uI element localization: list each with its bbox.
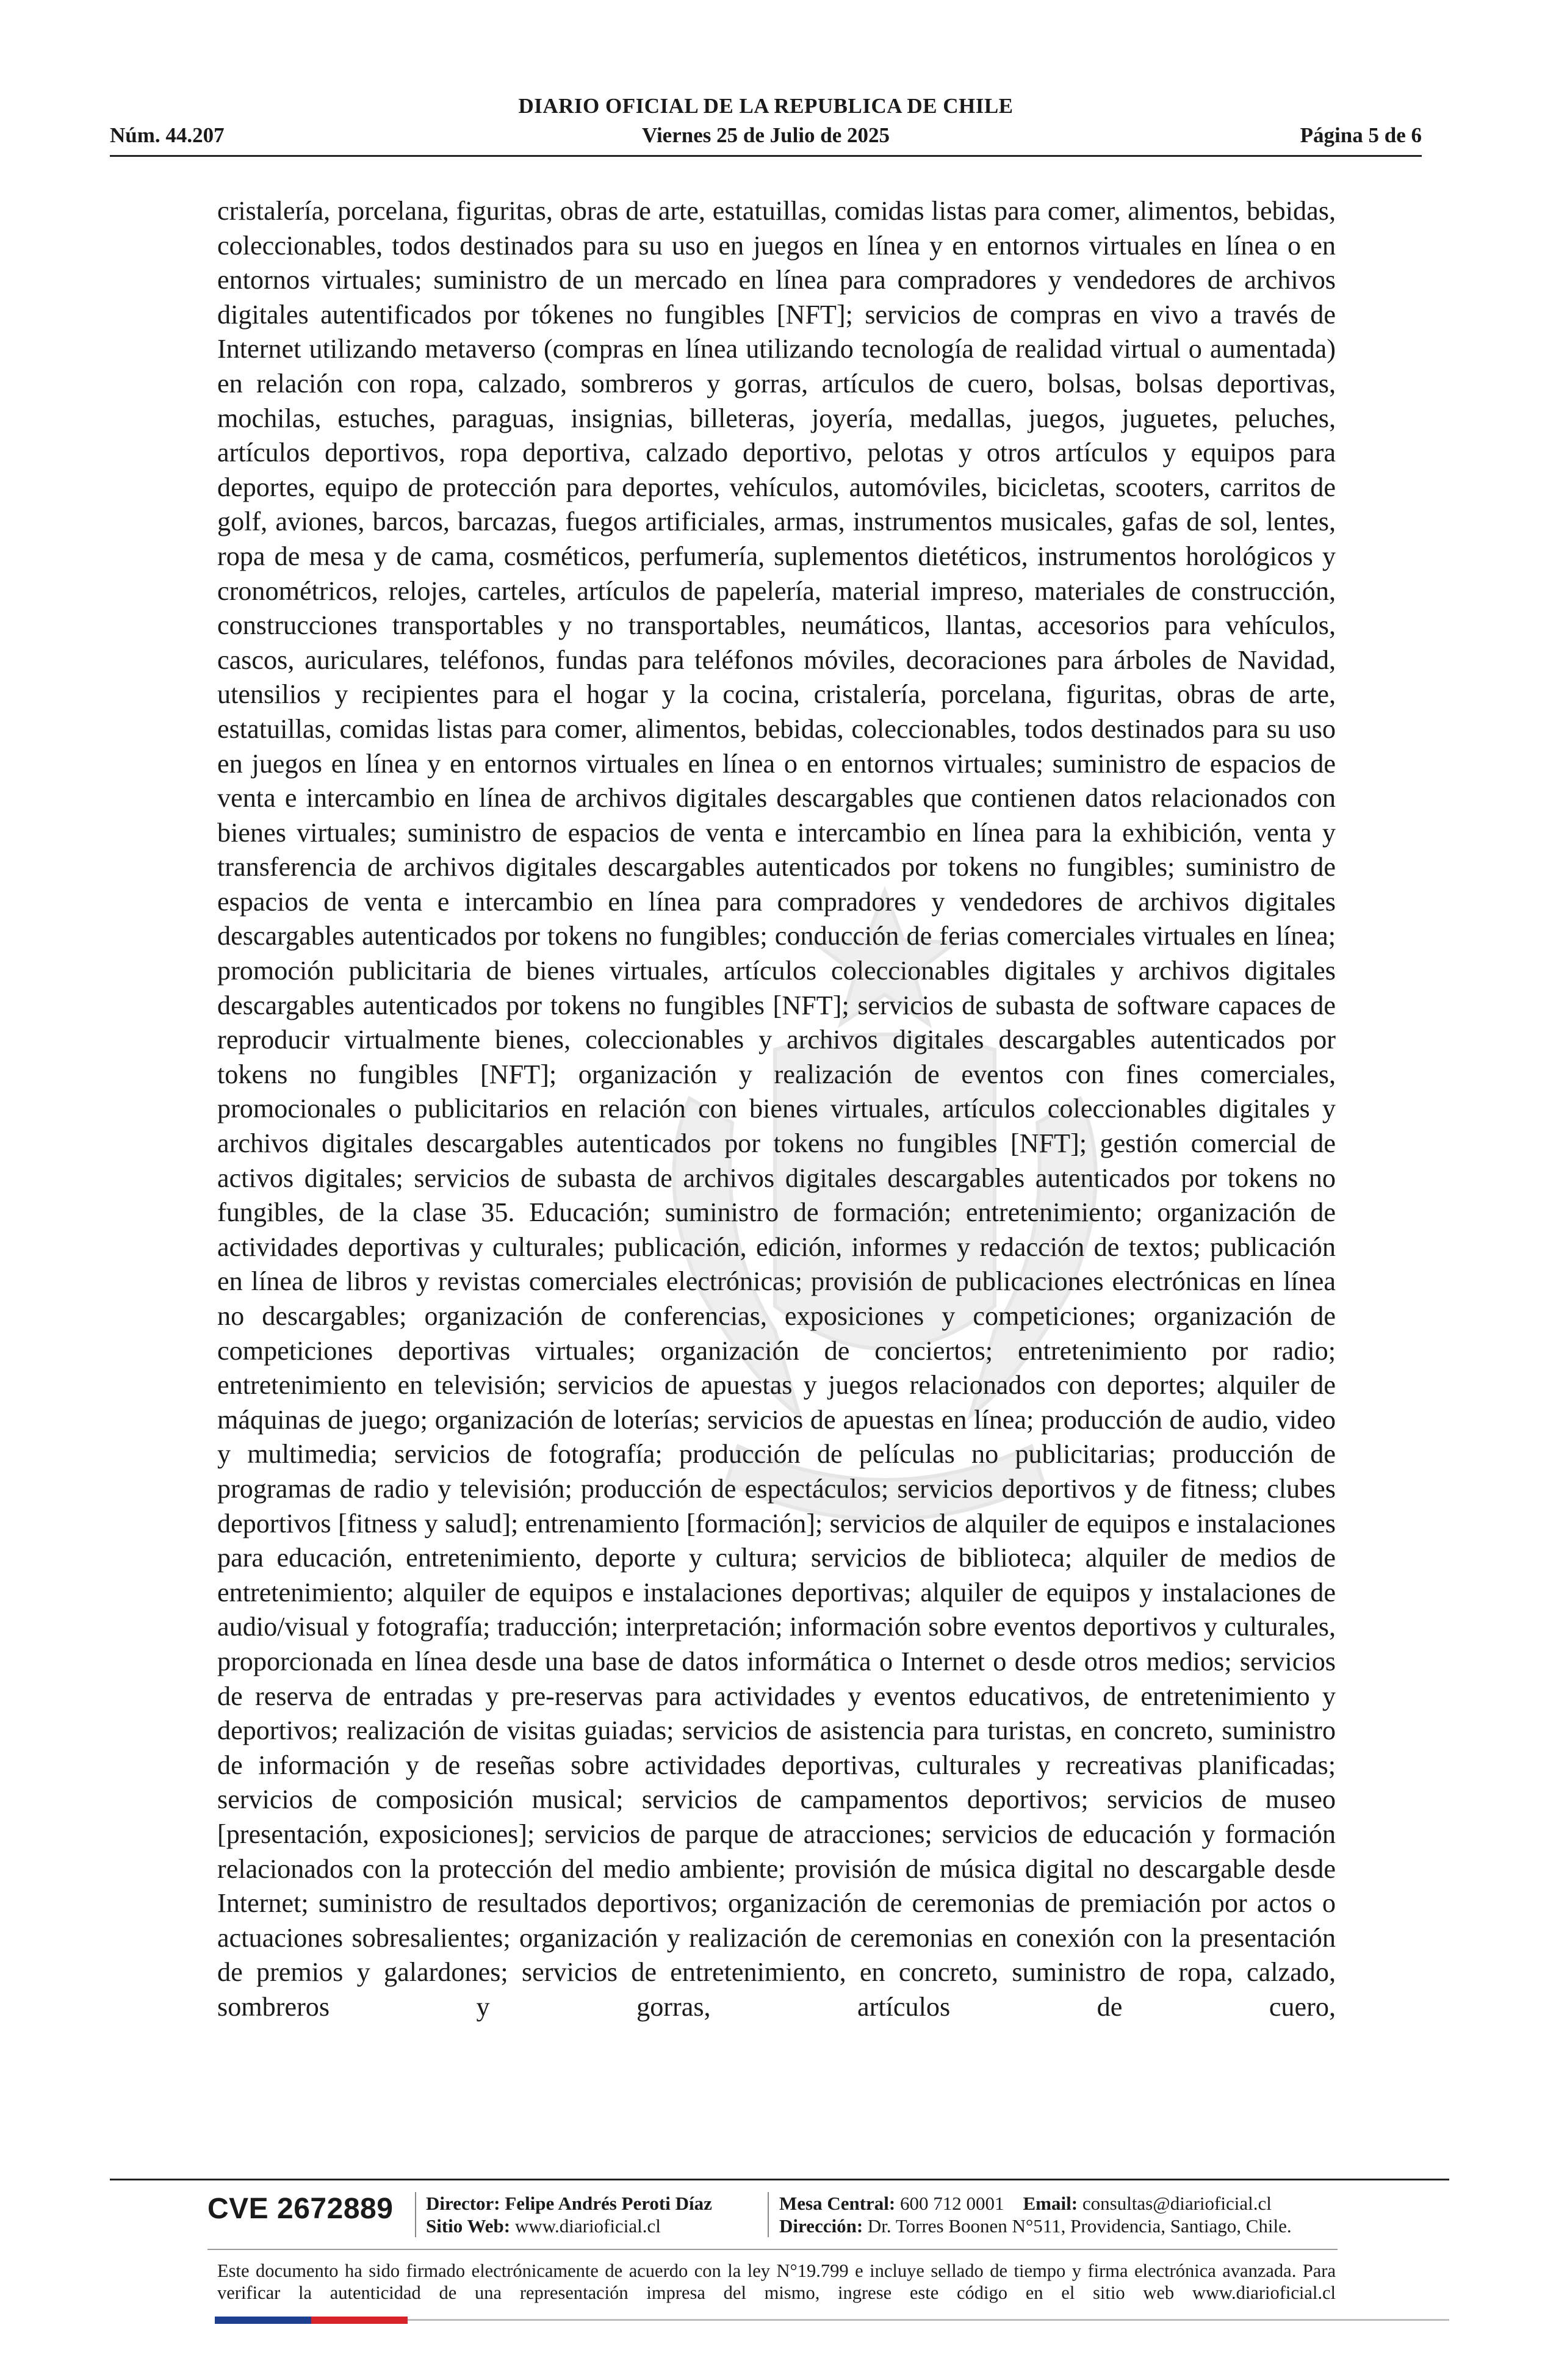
footer-director-block — [426, 2192, 712, 2237]
website-link[interactable]: www.diarioficial.cl — [514, 2215, 661, 2237]
footer-divider-secondary — [207, 2249, 1338, 2250]
header-divider — [110, 155, 1422, 157]
footer-contact-block — [779, 2192, 1292, 2237]
footer-separator — [768, 2192, 769, 2237]
flag-stripe-red — [311, 2317, 408, 2324]
page-header — [110, 93, 1422, 160]
page-indicator: Página 5 de 6 — [1300, 123, 1422, 147]
signature-disclaimer: Este documento ha sido firmado electrónicamente de acuerdo con la ley N°19.799 e incluye sellado de tiempo y firma electrónica avanzada. Para verificar la autenticidad de una representación impresa del mismo, ingrese este código en el sitio web www.diarioficial.cl — [217, 2260, 1336, 2303]
gazette-title: DIARIO OFICIAL DE LA REPUBLICA DE CHILE — [518, 94, 1014, 118]
director-label: Director: — [426, 2193, 500, 2214]
footer-gray-bar — [408, 2319, 1449, 2321]
issue-date: Viernes 25 de Julio de 2025 — [641, 123, 890, 147]
cve-code: CVE 2672889 — [207, 2193, 394, 2225]
address-text: Dr. Torres Boonen N°511, Providencia, Santiago, Chile. — [867, 2215, 1292, 2237]
flag-stripe-blue — [215, 2317, 311, 2324]
footer-separator — [415, 2192, 416, 2237]
document-body: cristalería, porcelana, figuritas, obras de arte, estatuillas, comidas listas para comer, alimentos, bebidas, coleccionables, todos destinados para su uso en juegos en línea y en entornos virtuales en línea o en entornos virtuales; suministro de un mercado en línea para compradores y vendedores de archivos digitales autentificados por tókenes no fungibles [NFT]; servicios de compras en vivo a través de Internet utilizando metaverso (compras en línea utilizando tecnología de realidad virtual o aumentada) en relación con ropa, calzado, sombreros y gorras, artículos de cuero, bolsas, bolsas deportivas, mochilas, estuches, paraguas, insignias, billeteras, joyería, medallas, juegos, juguetes, peluches, artículos deportivos, ropa deportiva, calzado deportivo, pelotas y otros artículos y equipos para deportes, equipo de protección para deportes, vehículos, automóviles, bicicletas, scooters, carritos de golf, aviones, barcos, barcazas, fuegos artificiales, armas, instrumentos musicales, gafas de sol, lentes, ropa de mesa y de cama, cosméticos, perfumería, suplementos dietéticos, instrumentos horológicos y cronométricos, relojes, carteles, artículos de papelería, material impreso, materiales de construcción, construcciones transportables y no transportables, neumáticos, llantas, accesorios para vehículos, cascos, auriculares, teléfonos, fundas para teléfonos móviles, decoraciones para árboles de Navidad, utensilios y recipientes para el hogar y la cocina, cristalería, porcelana, figuritas, obras de arte, estatuillas, comidas listas para comer, alimentos, bebidas, coleccionables, todos destinados para su uso en juegos en línea y en entornos virtuales en línea o en entornos virtuales; suministro de espacios de venta e intercambio en línea de archivos digitales descargables que contienen datos relacionados con bienes virtuales; suministro de espacios de venta e intercambio en línea para la exhibición, venta y transferencia de archivos digitales descargables autenticados por tokens no fungibles; suministro de espacios de venta e intercambio en línea para compradores y vendedores de archivos digitales descargables autenticados por tokens no fungibles; conducción de ferias comerciales virtuales en línea; promoción publicitaria de bienes virtuales, artículos coleccionables digitales y archivos digitales descargables autenticados por tokens no fungibles [NFT]; servicios de subasta de software capaces de reproducir virtualmente bienes, coleccionables y archivos digitales descargables autenticados por tokens no fungibles [NFT]; organización y realización de eventos con fines comerciales, promocionales o publicitarios en relación con bienes virtuales, artículos coleccionables digitales y archivos digitales descargables autenticados por tokens no fungibles [NFT]; gestión comercial de activos digitales; servicios de subasta de archivos digitales descargables autenticados por tokens no fungibles, de la clase 35. Educación; suministro de formación; entretenimiento; organización de actividades deportivas y culturales; publicación, edición, informes y redacción de textos; publicación en línea de libros y revistas comerciales electrónicas; provisión de publicaciones electrónicas en línea no descargables; organización de conferencias, exposiciones y competiciones; organización de competiciones deportivas virtuales; organización de conciertos; entretenimiento por radio; entretenimiento en televisión; servicios de apuestas y juegos relacionados con deportes; alquiler de máquinas de juego; organización de loterías; servicios de apuestas en línea; producción de audio, video y multimedia; servicios de fotografía; producción de películas no publicitarias; producción de programas de radio y televisión; producción de espectáculos; servicios deportivos y de fitness; clubes deportivos [fitness y salud]; entrenamiento [formación]; servicios de alquiler de equipos e instalaciones para educación, entretenimiento, deporte y cultura; servicios de biblioteca; alquiler de medios de entretenimiento; alquiler de equipos e instalaciones deportivas; alquiler de equipos y instalaciones de audio/visual y fotografía; traducción; interpretación; información sobre eventos deportivos y culturales, proporcionada en línea desde una base de datos informática o Internet o desde otros medios; servicios de reserva de entradas y pre-reservas para actividades y eventos educativos, de entretenimiento y deportivos; realización de visitas guiadas; servicios de asistencia para turistas, en concreto, suministro de información y de reseñas sobre actividades deportivas, culturales y recreativas planificadas; servicios de composición musical; servicios de campamentos deportivos; servicios de museo [presentación, exposiciones]; servicios de parque de atracciones; servicios de educación y formación relacionados con la protección del medio ambiente; provisión de música digital no descargable desde Internet; suministro de resultados deportivos; organización de ceremonias de premiación por actos o actuaciones sobresalientes; organización y realización de ceremonias en conexión con la presentación de premios y galardones; servicios de entretenimiento, en concreto, suministro de ropa, calzado, sombreros y gorras, artículos de cuero, — [217, 196, 1336, 2022]
phone-label: Mesa Central: — [779, 2193, 896, 2214]
email-label: Email: — [1023, 2193, 1078, 2214]
address-label: Dirección: — [779, 2215, 863, 2237]
email-link[interactable]: consultas@diarioficial.cl — [1082, 2193, 1272, 2214]
website-label: Sitio Web: — [426, 2215, 511, 2237]
director-name: Felipe Andrés Peroti Díaz — [505, 2193, 712, 2214]
phone-number: 600 712 0001 — [900, 2193, 1004, 2214]
issue-number: Núm. 44.207 — [110, 123, 225, 147]
footer-divider — [110, 2179, 1449, 2180]
